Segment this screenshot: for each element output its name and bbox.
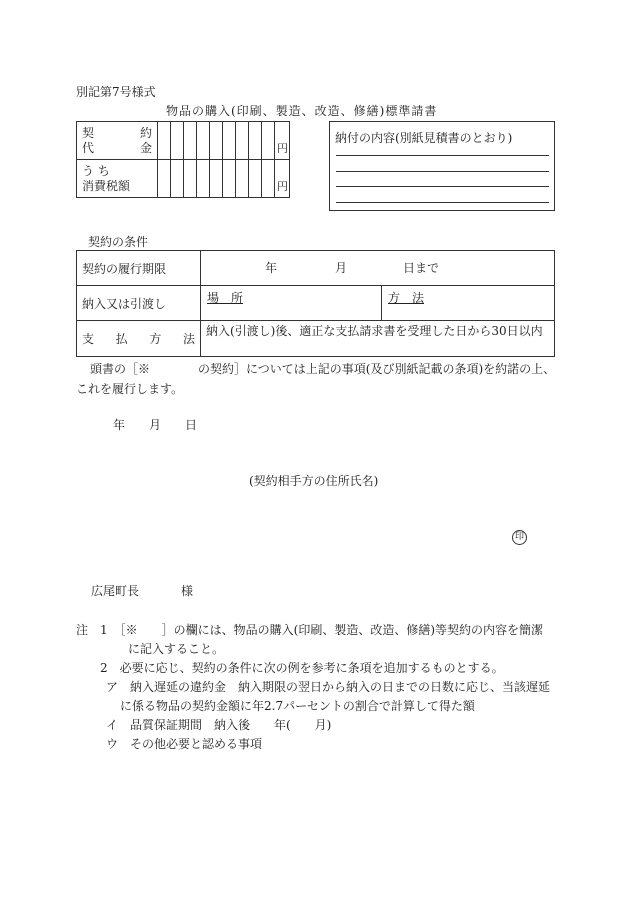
note-2-item-a: ア 納入遅延の違約金 納入期限の翌日から納入の日までの日数に応じ、当該遅延 bbox=[106, 680, 551, 694]
statement-paragraph: 頭書の［※ の契約］については上記の事項(及び別紙記載の条項)を約諾の上、これを履行します。 bbox=[76, 362, 556, 396]
digit-cell[interactable] bbox=[249, 160, 262, 198]
label-char: 金 bbox=[139, 140, 152, 155]
digit-cell[interactable] bbox=[171, 122, 184, 160]
entry-line[interactable] bbox=[336, 155, 549, 156]
digit-cell[interactable] bbox=[184, 122, 197, 160]
payment-label bbox=[77, 321, 201, 357]
digit-cell[interactable] bbox=[158, 122, 171, 160]
digit-cell[interactable] bbox=[223, 122, 236, 160]
note-1-continued: に記入すること。 bbox=[128, 642, 225, 656]
label-char: 方 bbox=[149, 332, 162, 346]
digit-cell[interactable] bbox=[275, 160, 290, 198]
term-value[interactable] bbox=[201, 251, 555, 286]
digit-cell[interactable] bbox=[197, 160, 210, 198]
conditions-table bbox=[76, 250, 555, 357]
date-day: 日 bbox=[185, 418, 198, 432]
note-2: 2 必要に応じ、契約の条件に次の例を参考に条項を追加するものとする。 bbox=[100, 661, 504, 675]
delivery-content-box bbox=[329, 121, 555, 211]
tax-amount-label bbox=[77, 160, 158, 198]
label-char: 約 bbox=[139, 125, 152, 140]
digit-cell[interactable] bbox=[223, 160, 236, 198]
note-2-item-b: イ 品質保証期間 納入後 年( 月) bbox=[106, 718, 332, 732]
yen-unit: 円 bbox=[277, 180, 288, 193]
label-char: 代 bbox=[82, 140, 95, 155]
date-month: 月 bbox=[149, 418, 162, 432]
digit-cell[interactable] bbox=[158, 160, 171, 198]
place-label: 場 所 bbox=[207, 291, 244, 305]
digit-cell[interactable] bbox=[262, 160, 275, 198]
term-day: 日まで bbox=[403, 261, 440, 275]
tax-amount-row bbox=[77, 160, 290, 198]
label-char: 支 bbox=[82, 332, 95, 346]
digit-cell[interactable] bbox=[262, 122, 275, 160]
digit-cell[interactable] bbox=[210, 122, 223, 160]
delivery-content-title: 納付の内容(別紙見積書のとおり) bbox=[335, 131, 513, 145]
notes-section bbox=[76, 621, 566, 754]
digit-cell[interactable] bbox=[249, 122, 262, 160]
note-1: 注 1 ［※ ］の欄には、物品の購入(印刷、製造、改造、修繕)等契約の内容を簡潔 bbox=[76, 623, 544, 637]
note-2-item-c: ウ その他必要と認める事項 bbox=[106, 737, 263, 751]
document-title: 物品の購入(印刷、製造、改造、修繕)標準請書 bbox=[166, 104, 438, 118]
recipient-honorific: 様 bbox=[181, 584, 194, 598]
digit-cell[interactable] bbox=[275, 122, 290, 160]
label-char: 契 bbox=[82, 125, 95, 140]
digit-cell[interactable] bbox=[184, 160, 197, 198]
form-id: 別記第7号様式 bbox=[76, 85, 156, 99]
delivery-label: 納入又は引渡し bbox=[77, 286, 201, 321]
contract-amount-row bbox=[77, 122, 290, 160]
term-label: 契約の履行期限 bbox=[77, 251, 201, 286]
term-year: 年 bbox=[265, 261, 278, 275]
term-row bbox=[77, 251, 555, 286]
delivery-place-cell[interactable] bbox=[201, 286, 382, 321]
conditions-heading: 契約の条件 bbox=[88, 235, 149, 249]
payment-text: 納入(引渡し)後、適正な支払請求書を受理した日から30日以内 bbox=[206, 324, 543, 338]
digit-cell[interactable] bbox=[171, 160, 184, 198]
delivery-method-cell[interactable] bbox=[382, 286, 555, 321]
date-line bbox=[113, 418, 197, 432]
recipient-name: 広尾町長 bbox=[91, 584, 140, 598]
method-label: 方 法 bbox=[388, 291, 425, 305]
delivery-row bbox=[77, 286, 555, 321]
payment-row bbox=[77, 321, 555, 357]
digit-cell[interactable] bbox=[236, 160, 249, 198]
label-char: 法 bbox=[182, 332, 195, 346]
digit-cell[interactable] bbox=[210, 160, 223, 198]
payment-value bbox=[201, 321, 555, 357]
term-month: 月 bbox=[335, 261, 348, 275]
seal-mark: 印 bbox=[512, 530, 527, 545]
note-2-item-a-continued: に係る物品の契約金額に年2.7パーセントの割合で計算して得た額 bbox=[120, 699, 475, 713]
label-line: う ち bbox=[82, 163, 110, 178]
address-label: (契約相手方の住所氏名) bbox=[249, 474, 379, 488]
entry-line[interactable] bbox=[336, 171, 549, 172]
label-line: 消費税額 bbox=[82, 178, 131, 193]
date-year: 年 bbox=[113, 418, 126, 432]
digit-cell[interactable] bbox=[197, 122, 210, 160]
label-char: 払 bbox=[115, 332, 128, 346]
yen-unit: 円 bbox=[277, 142, 288, 155]
amount-table bbox=[76, 121, 290, 198]
contract-amount-label bbox=[77, 122, 158, 160]
recipient bbox=[91, 584, 193, 598]
entry-line[interactable] bbox=[336, 186, 549, 187]
digit-cell[interactable] bbox=[236, 122, 249, 160]
entry-line[interactable] bbox=[336, 202, 549, 203]
